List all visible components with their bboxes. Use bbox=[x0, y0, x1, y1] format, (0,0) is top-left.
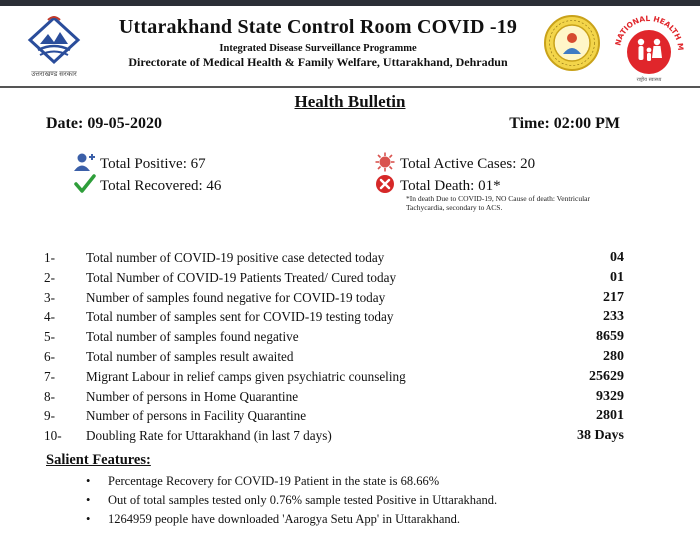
row-value: 9329 bbox=[596, 388, 624, 404]
row-label: Number of persons in Home Quarantine bbox=[86, 388, 299, 404]
row-label: Total number of COVID-19 positive case detected today bbox=[86, 250, 385, 265]
row-value: 233 bbox=[603, 309, 624, 325]
row-label: Total Number of COVID-19 Patients Treated/ Cured today bbox=[86, 269, 397, 285]
row-value: 2801 bbox=[596, 408, 624, 424]
state-emblem-icon bbox=[18, 12, 90, 70]
stat-total-recovered bbox=[74, 174, 221, 195]
nhm-logo bbox=[610, 10, 688, 84]
checkmark-icon bbox=[74, 174, 96, 194]
table-row bbox=[44, 367, 624, 387]
add-person-icon bbox=[74, 152, 96, 172]
row-value: 04 bbox=[610, 250, 624, 265]
bulletin-title: Health Bulletin bbox=[294, 92, 406, 111]
stat-total-active bbox=[374, 152, 535, 173]
row-value: 25629 bbox=[589, 368, 624, 384]
row-value: 8659 bbox=[596, 329, 624, 345]
bullet-icon: • bbox=[86, 512, 91, 526]
row-number: 1- bbox=[44, 250, 55, 265]
table-row bbox=[44, 387, 624, 407]
health-seal-icon bbox=[543, 14, 601, 72]
virus-icon bbox=[374, 152, 396, 172]
total-death-text: Total Death: 01* bbox=[400, 178, 501, 194]
row-number: 9- bbox=[44, 408, 55, 424]
list-item bbox=[86, 472, 686, 491]
salient-features-list bbox=[86, 472, 686, 529]
row-number: 8- bbox=[44, 388, 55, 404]
table-row bbox=[44, 288, 624, 308]
header-subtitle-directorate: Directorate of Medical Health & Family Welfare, Uttarakhand, Dehradun bbox=[128, 55, 508, 69]
table-row bbox=[44, 406, 624, 426]
page-title: Uttarakhand State Control Room COVID -19 bbox=[118, 16, 518, 38]
row-label: Total number of samples found negative bbox=[86, 329, 299, 345]
table-row bbox=[44, 307, 624, 327]
left-logo-caption: उत्तराखण्ड सरकार bbox=[31, 70, 77, 78]
row-number: 4- bbox=[44, 309, 55, 325]
salient-features-heading: Salient Features: bbox=[46, 452, 151, 468]
row-number: 10- bbox=[44, 428, 62, 444]
row-label: Doubling Rate for Uttarakhand (in last 7 days) bbox=[86, 428, 332, 444]
nhm-emblem-icon bbox=[610, 10, 688, 84]
row-value: 217 bbox=[603, 289, 624, 305]
bullet-icon: • bbox=[86, 493, 91, 507]
svg-text:राष्ट्रीय स्वास्थ्य: राष्ट्रीय स्वास्थ्य bbox=[636, 77, 662, 83]
salient-feature-text: 1264959 people have downloaded 'Aarogya Setu App' in Uttarakhand. bbox=[108, 512, 460, 526]
table-row bbox=[44, 248, 624, 268]
header-subtitle-programme: Integrated Disease Surveillance Programme bbox=[219, 43, 417, 54]
row-value: 01 bbox=[610, 269, 624, 285]
close-circle-icon bbox=[374, 174, 396, 194]
uttarakhand-govt-logo bbox=[18, 12, 90, 82]
row-label: Total number of samples sent for COVID-19 testing today bbox=[86, 309, 394, 325]
row-label: Number of samples found negative for COVID-19 today bbox=[86, 289, 386, 305]
row-number: 2- bbox=[44, 269, 55, 285]
nhm-logo-text: NATIONAL HEALTH M bbox=[613, 13, 686, 51]
header-divider bbox=[0, 86, 700, 88]
row-number: 7- bbox=[44, 368, 55, 384]
bulletin-time: Time: 02:00 PM bbox=[509, 115, 620, 132]
row-label: Number of persons in Facility Quarantine bbox=[86, 408, 307, 424]
row-number: 3- bbox=[44, 289, 55, 305]
row-value: 38 Days bbox=[576, 428, 624, 444]
table-row bbox=[44, 347, 624, 367]
bulletin-date: Date: 09-05-2020 bbox=[46, 115, 162, 132]
row-value: 280 bbox=[603, 348, 624, 364]
bulletin-heading bbox=[0, 92, 700, 112]
header bbox=[0, 6, 700, 86]
total-recovered-text: Total Recovered: 46 bbox=[100, 178, 222, 194]
salient-feature-text: Out of total samples tested only 0.76% sample tested Positive in Uttarakhand. bbox=[108, 493, 498, 507]
total-positive-text: Total Positive: 67 bbox=[100, 156, 206, 172]
list-item bbox=[86, 510, 686, 529]
table-row bbox=[44, 426, 624, 446]
total-active-text: Total Active Cases: 20 bbox=[400, 156, 536, 172]
bullet-icon: • bbox=[86, 474, 91, 488]
death-footnote: *In death Due to COVID-19, NO Cause of death: Ventricular Tachycardia, secondary to ACS. bbox=[406, 194, 590, 212]
health-dept-logo bbox=[543, 14, 601, 72]
statistics-list bbox=[44, 248, 624, 446]
row-label: Migrant Labour in relief camps given psychiatric counseling bbox=[86, 368, 406, 384]
title-block bbox=[108, 16, 528, 70]
row-number: 5- bbox=[44, 329, 55, 345]
stat-total-positive bbox=[74, 152, 206, 173]
salient-feature-text: Percentage Recovery for COVID-19 Patient in the state is 68.66% bbox=[108, 474, 440, 488]
row-number: 6- bbox=[44, 348, 55, 364]
row-label: Total number of samples result awaited bbox=[86, 348, 294, 364]
stat-total-death bbox=[374, 174, 501, 195]
table-row bbox=[44, 268, 624, 288]
table-row bbox=[44, 327, 624, 347]
list-item bbox=[86, 491, 686, 510]
